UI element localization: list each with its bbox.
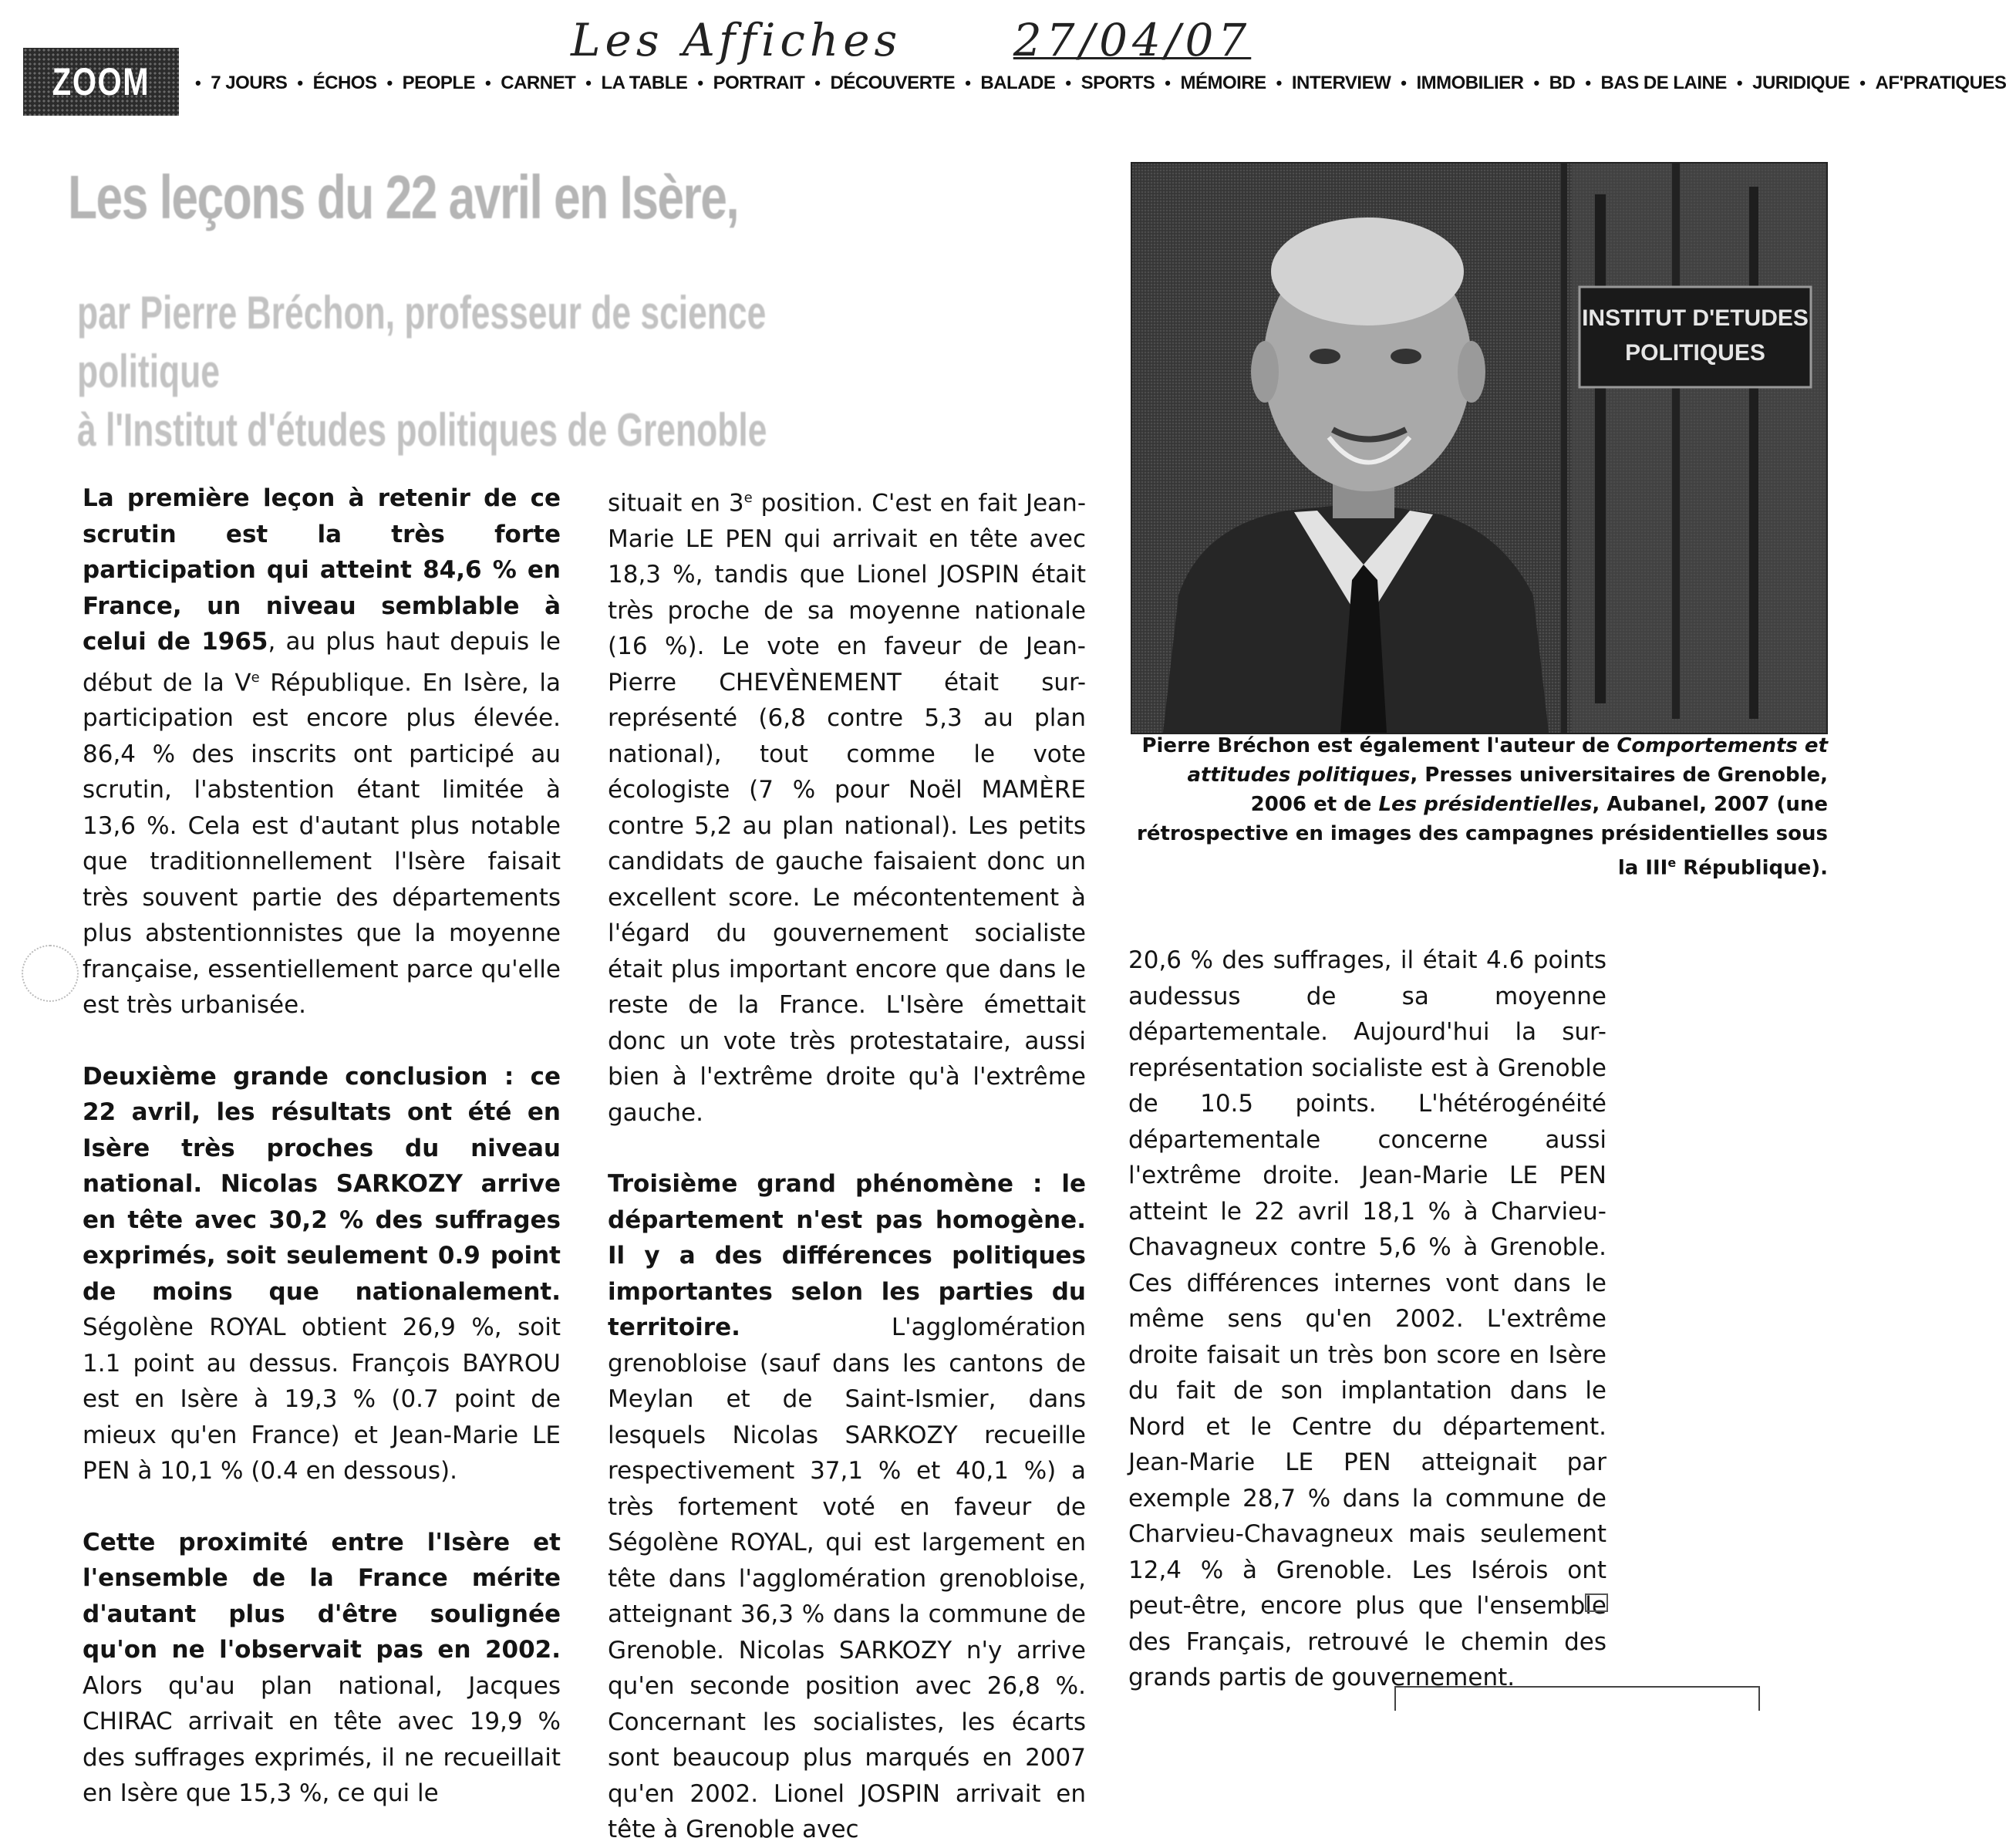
nav-item-people[interactable]: PEOPLE	[403, 73, 475, 94]
nav-separator: •	[1585, 73, 1590, 93]
article-paragraph-3	[83, 1525, 561, 1812]
nav-item-bas-de-laine[interactable]: BAS DE LAINE	[1601, 73, 1727, 94]
nav-separator: •	[1165, 73, 1170, 93]
nav-separator: •	[697, 73, 703, 93]
headline: Les leçons du 22 avril en Isère,	[68, 162, 850, 233]
caption-book-2: Les présidentielles	[1378, 793, 1592, 816]
end-of-article-mark	[1585, 1593, 1608, 1612]
nav-separator: •	[485, 73, 491, 93]
nav-item-chos[interactable]: ÉCHOS	[313, 73, 377, 94]
nav-item-bd[interactable]: BD	[1549, 73, 1576, 94]
nav-item-portrait[interactable]: PORTRAIT	[713, 73, 805, 94]
paragraph-4-text-a: situait en 3	[608, 489, 744, 517]
scan-artifact	[22, 945, 79, 1002]
nav-item-sports[interactable]: SPORTS	[1081, 73, 1155, 94]
nav-separator: •	[1065, 73, 1070, 93]
caption-book-1: Comportements et attitudes politiques	[1187, 734, 1828, 787]
nav-separator: •	[1401, 73, 1406, 93]
nav-item-balade[interactable]: BALADE	[980, 73, 1055, 94]
superscript-e: e	[744, 490, 753, 506]
sign-line-2: POLITIQUES	[1625, 340, 1765, 366]
subhead-line-1: par Pierre Bréchon, professeur de science politique	[77, 284, 876, 401]
handwritten-date: 27/04/07	[1013, 14, 1252, 66]
paragraph-1-text-b: République. En Isère, la participation est encore plus élevée. 86,4 % des inscrits ont participé au scrutin, l'abstention étant limitée à 13,6 %. Cela est d'autant plus notable que traditionnellement l'Isère faisait très souvent partie des départements plus abstentionnistes que la moyenne française, essentiellement parce qu'elle est très urbanisée.	[83, 669, 561, 1020]
superscript-e: e	[251, 669, 260, 686]
photo-caption	[1134, 731, 1828, 883]
nav-item-carnet[interactable]: CARNET	[501, 73, 575, 94]
paragraph-3-text: Alors qu'au plan national, Jacques CHIRAC arrivait en tête avec 19,9 % des suffrages exprimés, il ne recueillait en Isère que 15,3 %, ce qui le	[83, 1672, 561, 1808]
paragraph-1-text-a: , au plus haut depuis le début de la V	[83, 628, 561, 696]
nav-separator: •	[1276, 73, 1282, 93]
nav-item-juridique[interactable]: JURIDIQUE	[1752, 73, 1849, 94]
nav-separator: •	[297, 73, 302, 93]
article-paragraph-1	[83, 481, 561, 1023]
section-label: ZOOM	[52, 59, 150, 104]
paragraph-2-text: Ségolène ROYAL obtient 26,9 %, soit 1.1 point au dessus. François BAYROU est en Isère à 19,3 % (0.7 point de mieux qu'en France) et Jean-Marie LE PEN à 10,1 % (0.4 en dessous).	[83, 1313, 561, 1485]
paragraph-1-lead: La première leçon à retenir de ce scrutin est la très forte participation qui atteint 84,6 % en France, un niveau semblable à celui de 1965	[83, 484, 561, 656]
paragraph-2-lead: Deuxième grande conclusion : ce 22 avril, les résultats ont été en Isère très proches du niveau national. Nicolas SARKOZY arrive en tête avec 30,2 % des suffrages exprimés, soit seulement 0.9 point de moins que nationalement.	[83, 1063, 561, 1306]
nav-item-m-moire[interactable]: MÉMOIRE	[1180, 73, 1266, 94]
article-paragraph-5	[608, 1166, 1086, 1848]
paragraph-3-lead: Cette proximité entre l'Isère et l'ensemble de la France mérite d'autant plus d'être soulignée qu'on ne l'observait pas en 2002.	[83, 1529, 561, 1664]
sign-line-1: INSTITUT D'ETUDES	[1582, 305, 1809, 331]
institute-sign	[1580, 287, 1811, 387]
nav-separator: •	[965, 73, 970, 93]
nav-item-7-jours[interactable]: 7 JOURS	[211, 73, 287, 94]
caption-text-4: République).	[1676, 857, 1828, 880]
article-column-1	[83, 481, 561, 1812]
paragraph-4-text-b: position. C'est en fait Jean-Marie LE PEN qui arrivait en tête avec 18,3 %, tandis que Lionel JOSPIN était très proche de sa moyenne nationale (16 %). Le vote en faveur de Jean-Pierre CHEVÈNEMENT était sur-représenté (6,8 contre 5,3 au plan national), tout comme le vote écologiste (7 % pour Noël MAMÈRE contre 5,2 au plan national). Les petits candidats de gauche faisaient donc un excellent score. Le mécontentement à l'égard du gouvernement socialiste était plus important encore que dans le reste de la France. L'Isère émettait donc un vote très protestataire, aussi bien à l'extrême droite qu'à l'extrême gauche.	[608, 489, 1086, 1127]
section-label-box	[23, 48, 179, 116]
article-column-3	[1128, 943, 1606, 1696]
next-box-edge	[1394, 1686, 1760, 1711]
caption-text-2: , Presses universitaires de Grenoble, 2006 et de	[1251, 764, 1828, 816]
nav-separator: •	[1859, 73, 1865, 93]
caption-superscript: e	[1667, 855, 1676, 870]
handwritten-publication: Les Affiches	[571, 14, 902, 66]
nav-separator: •	[1533, 73, 1539, 93]
article-paragraph-6: 20,6 % des suffrages, il était 4.6 points audessus de sa moyenne départementale. Aujourd'hui la sur-représentation socialiste est à Grenoble de 10.5 points. L'hétérogénéité départementale concerne aussi l'extrême droite. Jean-Marie LE PEN atteint le 22 avril 18,1 % à Charvieu-Chavagneux contre 5,6 % à Grenoble. Ces différences internes vont dans le même sens qu'en 2002. L'extrême droite faisait un très bon score en Isère du fait de son implantation dans le Nord et le Centre du département. Jean-Marie LE PEN atteignait par exemple 28,7 % dans la commune de Charvieu-Chavagneux mais seulement 12,4 % à Grenoble. Les Isérois ont peut-être, encore plus que l'ensemble des Français, retrouvé le chemin des grands partis de gouvernement.	[1128, 943, 1606, 1696]
subhead-line-2: à l'Institut d'études politiques de Grenoble	[77, 401, 876, 460]
nav-separator: •	[195, 73, 201, 93]
caption-text-3: , Aubanel, 2007 (une rétrospective en images des campagnes présidentielles sous la III	[1137, 793, 1828, 880]
nav-item-la-table[interactable]: LA TABLE	[601, 73, 687, 94]
nav-item-d-couverte[interactable]: DÉCOUVERTE	[831, 73, 956, 94]
section-nav	[185, 68, 1843, 99]
article-column-2	[608, 481, 1086, 1848]
nav-item-immobilier[interactable]: IMMOBILIER	[1416, 73, 1523, 94]
nav-separator: •	[814, 73, 820, 93]
caption-text-1: Pierre Bréchon est également l'auteur de	[1141, 734, 1617, 757]
paragraph-5-lead: Troisième grand phénomène : le département n'est pas homogène. Il y a des différences politiques importantes selon les parties du territoire.	[608, 1170, 1086, 1341]
nav-separator: •	[585, 73, 591, 93]
nav-separator: •	[386, 73, 392, 93]
article-paragraph-2	[83, 1059, 561, 1489]
nav-item-interview[interactable]: INTERVIEW	[1292, 73, 1391, 94]
subhead	[77, 284, 876, 460]
nav-item-af-pratiques[interactable]: AF'PRATIQUES	[1876, 73, 2006, 94]
paragraph-5-text: L'agglomération grenobloise (sauf dans les cantons de Meylan et de Saint-Ismier, dans lesquels Nicolas SARKOZY recueille respectivement 37,1 % et 40,1 %) a très fortement voté en faveur de Ségolène ROYAL, qui est largement en tête dans l'agglomération grenobloise, atteignant 36,3 % dans la commune de Grenoble. Nicolas SARKOZY n'y arrive qu'en seconde position avec 26,8 %. Concernant les socialistes, les écarts sont beaucoup plus marqués en 2007 qu'en 2002. Lionel JOSPIN arrivait en tête à Grenoble avec	[608, 1313, 1086, 1843]
portrait-illustration	[1132, 164, 1826, 733]
article-paragraph-4	[608, 481, 1086, 1131]
nav-separator: •	[1737, 73, 1742, 93]
author-photo	[1131, 162, 1828, 734]
